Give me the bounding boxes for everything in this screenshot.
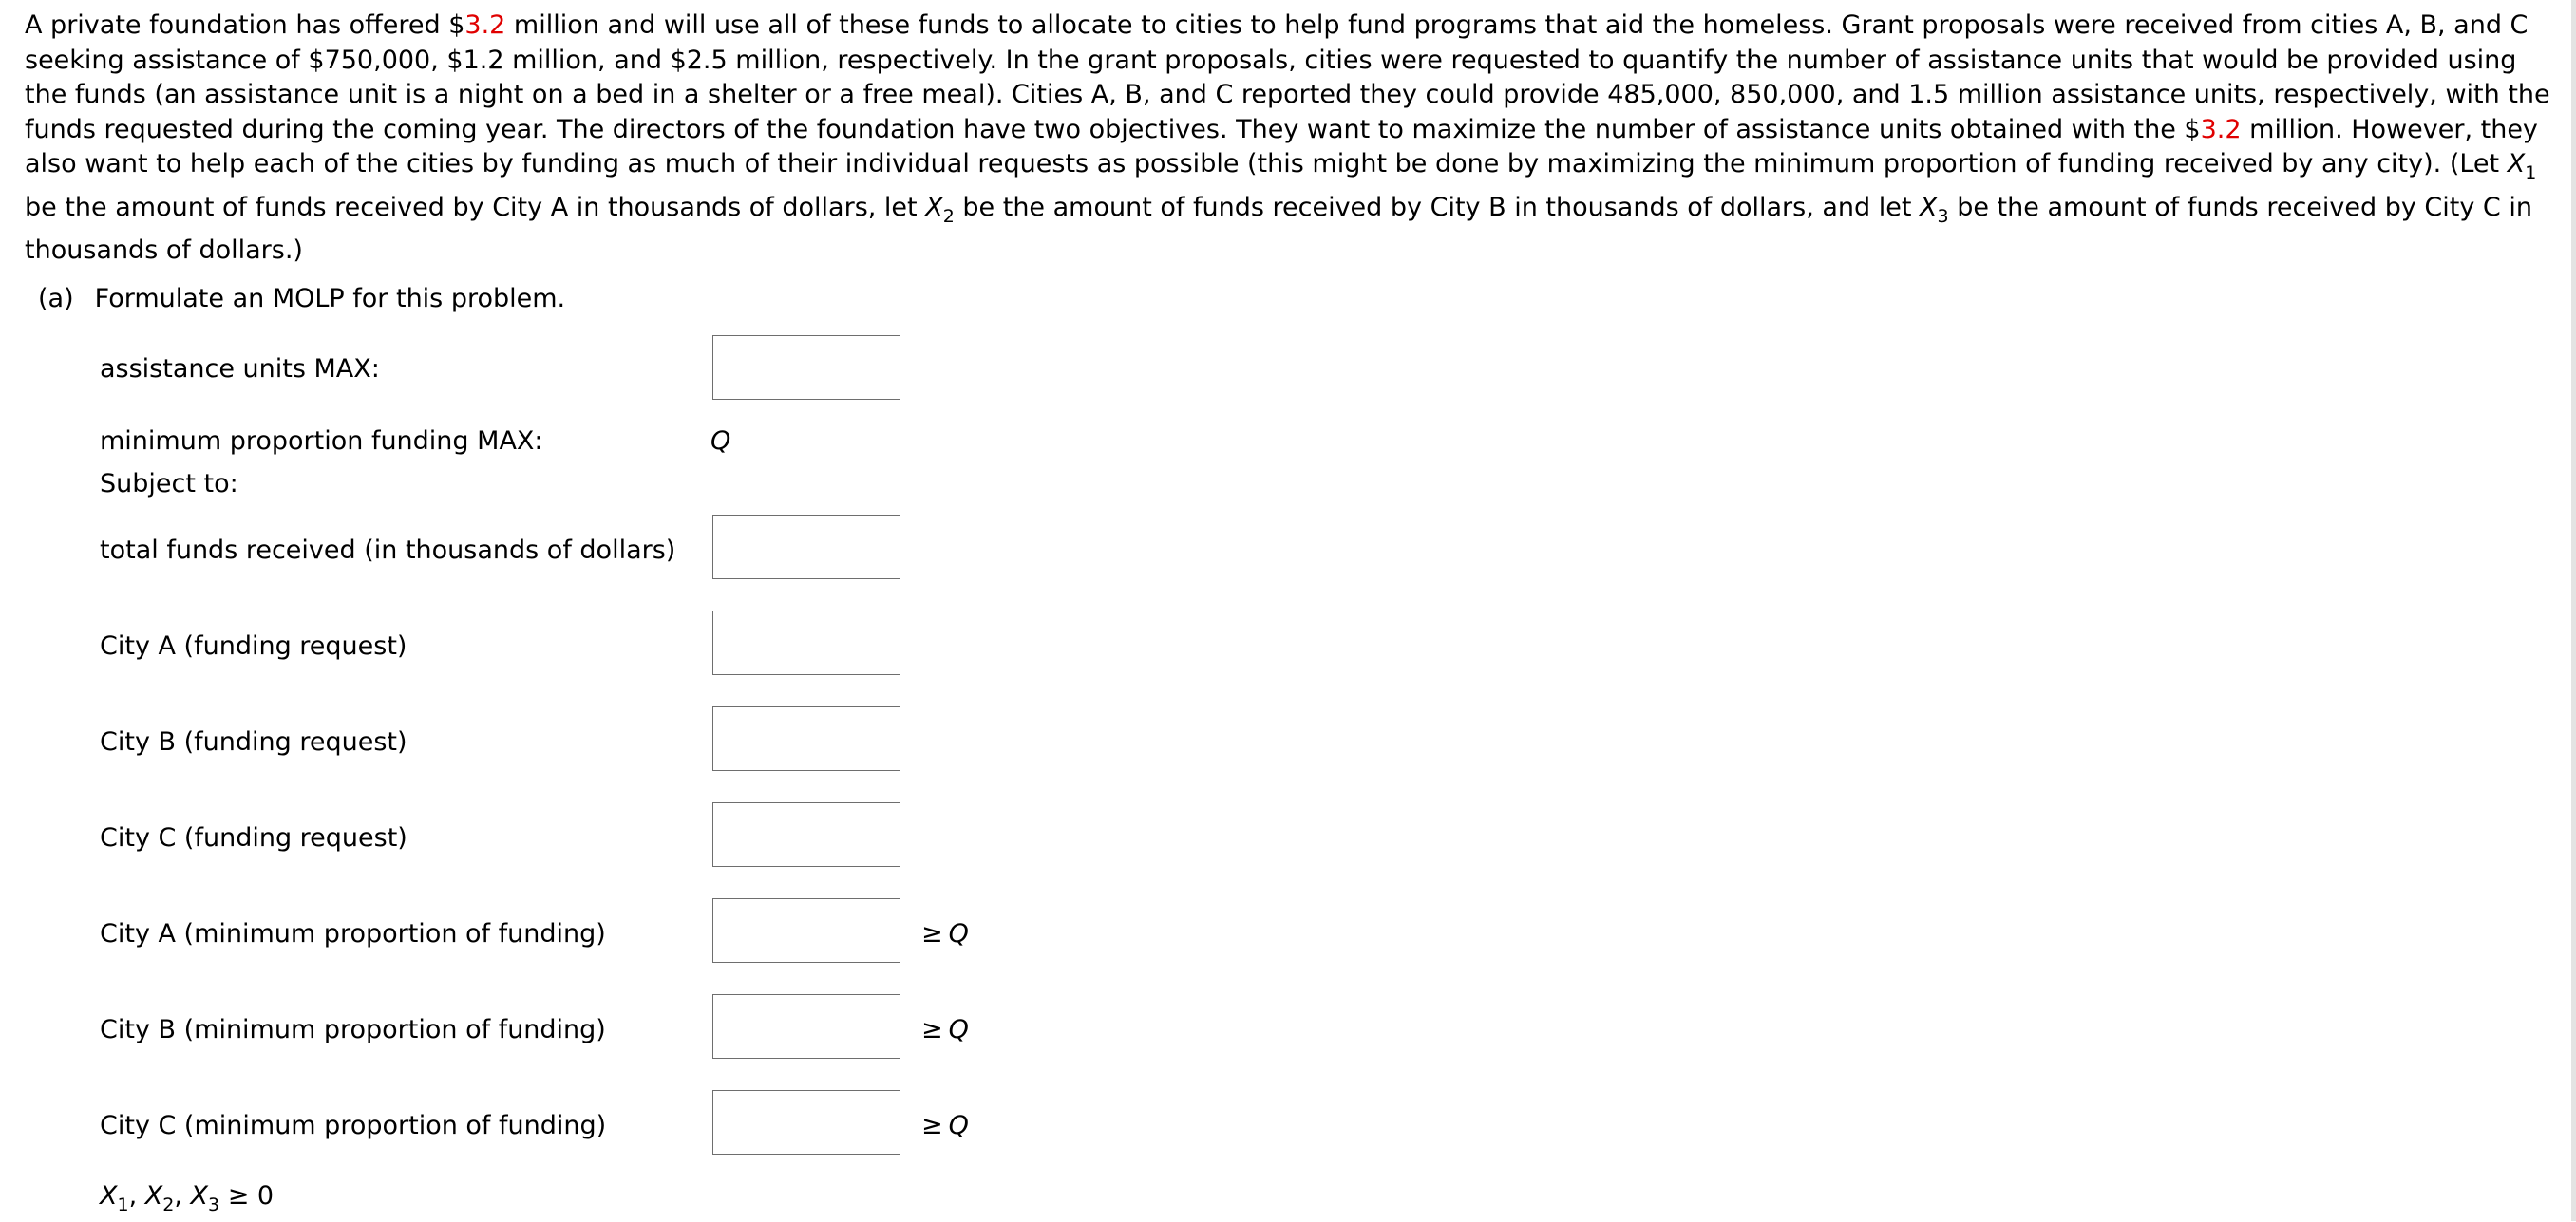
subject-to-label: Subject to: (100, 469, 238, 498)
page-scrollbar[interactable] (2571, 0, 2576, 1221)
city-c-request-label: City C (funding request) (100, 823, 407, 853)
nonnegativity-constraint: $X_1$, $X_2$, $X_3 \ge 0$ (100, 1181, 275, 1215)
q-variable: Q (948, 1015, 969, 1044)
city-b-min-input-box[interactable] (712, 994, 900, 1059)
city-c-request-input-box[interactable] (712, 802, 900, 867)
part-instruction: Formulate an MOLP for this problem. (94, 284, 566, 313)
city-c-request-input[interactable] (713, 803, 900, 866)
total-funds-input[interactable] (713, 516, 900, 578)
city-b-min-input[interactable] (713, 995, 900, 1058)
city-c-min-input-box[interactable] (712, 1090, 900, 1155)
city-a-request-input-box[interactable] (712, 611, 900, 675)
problem-statement: A private foundation has offered $3.2 million and will use all of these funds to allocate to cities to help fund programs that aid the homeless. Grant proposals were received from cities A, B, and C seeking assistance of $750,000, $1.2 million, and $2.5 million, respectively. In the grant proposals, cities were requested to quantify the number of assistance units that would be provided using the funds (an assistance unit is a night on a bed in a shelter or a free meal). Cities A, B, and C reported they could provide 485,000, 850,000, and 1.5 million assistance units, respectively, with the funds requested during the coming year. The directors of the foundation have two objectives. They want to maximize the number of assistance units obtained with the $3.2 million. However, they also want to help each of the cities by funding as much of their individual requests as possible (this might be done by maximizing the minimum proportion of funding received by any city). (Let $X_1$ be the amount of funds received by City A in thousands of dollars, let $X_2$ be the amount of funds received by City B in thousands of dollars, and let $X_3$ be the amount of funds received by City C in thousands of dollars.) (25, 10, 2550, 265)
min-proportion-label: minimum proportion funding MAX: (100, 426, 543, 456)
geq-symbol: ≥ (921, 1111, 943, 1140)
city-c-min-constraint (921, 1109, 969, 1143)
amount-highlight: 3.2 (2200, 114, 2242, 144)
city-a-min-input[interactable] (713, 899, 900, 962)
amount-highlight: 3.2 (464, 10, 506, 40)
city-c-min-input[interactable] (713, 1091, 900, 1154)
part-a-heading (38, 282, 565, 316)
city-b-min-label: City B (minimum proportion of funding) (100, 1015, 606, 1044)
q-variable: Q (948, 919, 969, 949)
city-b-request-input[interactable] (713, 707, 900, 770)
city-b-request-label: City B (funding request) (100, 727, 407, 757)
assistance-units-label: assistance units MAX: (100, 354, 380, 384)
assistance-units-input[interactable] (713, 336, 900, 399)
city-c-min-label: City C (minimum proportion of funding) (100, 1111, 607, 1140)
q-variable: Q (948, 1111, 969, 1140)
city-a-request-label: City A (funding request) (100, 631, 407, 661)
part-letter: (a) (38, 284, 74, 313)
city-a-min-input-box[interactable] (712, 898, 900, 963)
assistance-units-input-box[interactable] (712, 335, 900, 400)
city-b-min-constraint (921, 1013, 969, 1047)
city-a-min-label: City A (minimum proportion of funding) (100, 919, 606, 949)
geq-symbol: ≥ (921, 919, 943, 949)
min-proportion-value: Q (710, 426, 731, 456)
total-funds-label: total funds received (in thousands of dollars) (100, 536, 676, 565)
geq-symbol: ≥ (921, 1015, 943, 1044)
city-a-min-constraint (921, 917, 969, 951)
city-b-request-input-box[interactable] (712, 706, 900, 771)
city-a-request-input[interactable] (713, 611, 900, 674)
total-funds-input-box[interactable] (712, 515, 900, 579)
